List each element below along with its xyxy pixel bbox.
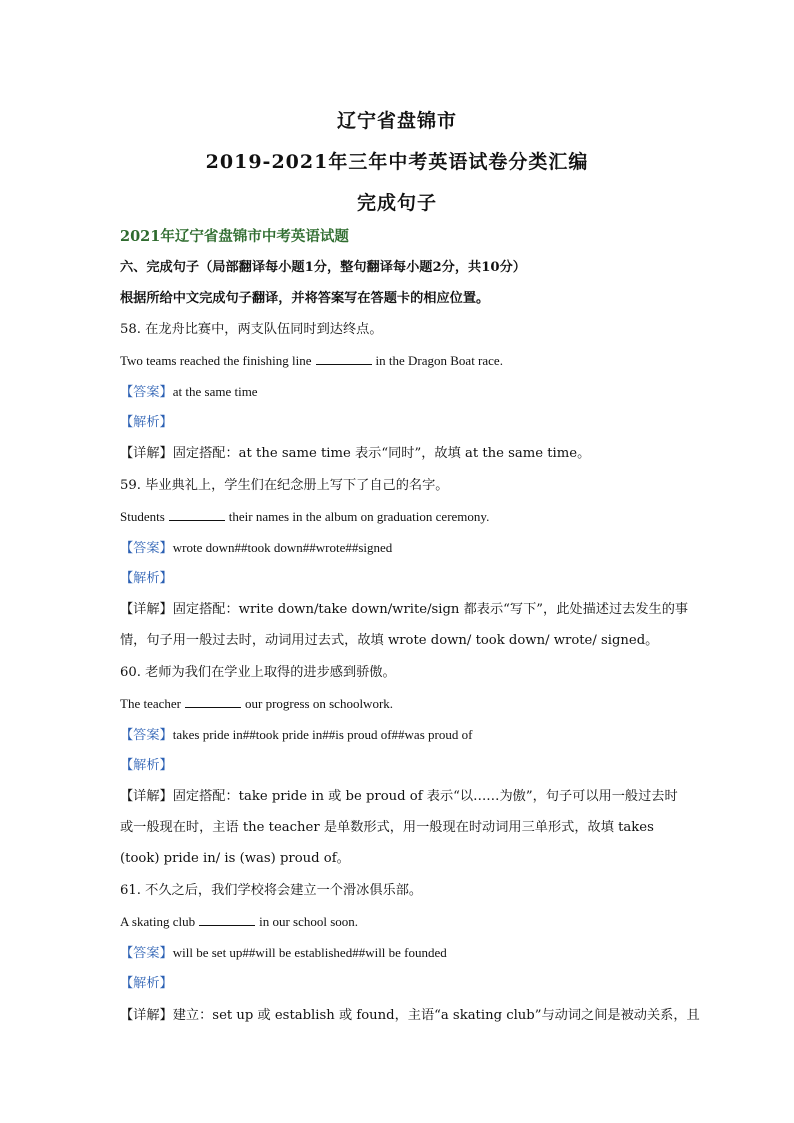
answer-label: 【答案】 [120,385,173,400]
question-61-english [120,912,684,932]
question-60-answer [120,725,684,746]
question-58-answer [120,382,684,403]
answer-text: takes pride in##took pride in##is proud of##was proud of [172,727,473,742]
answer-blank [185,695,241,708]
detail-text: 固定搭配：write down/take down/write/sign 都表示“写下”，此处描述过去发生的事 [172,602,689,617]
question-59-chinese: 59. 毕业典礼上，学生们在纪念册上写下了自己的名字。 [120,478,449,493]
question-60-english [120,694,684,714]
question-59-analysis [120,569,684,589]
sentence-start: Two teams reached the finishing line [120,353,312,368]
question-60-detail [120,787,684,807]
question-60-chinese: 60. 老师为我们在学业上取得的进步感到骄傲。 [120,665,396,680]
detail-label: 【详解】 [120,446,173,461]
question-59-english [120,507,684,527]
sentence-end: our progress on schoolwork. [244,696,394,711]
answer-label: 【答案】 [120,541,173,556]
question-60-analysis [120,756,684,776]
detail-label: 【详解】 [120,602,173,617]
instruction-text: 根据所给中文完成句子翻译，并将答案写在答题卡的相应位置。 [120,291,490,306]
answer-blank [316,352,372,365]
question-58-english [120,351,684,371]
question-61-chinese: 61. 不久之后，我们学校将会建立一个滑冰俱乐部。 [120,883,423,898]
document-title-topic: 完成句子 [356,192,437,214]
sentence-end: in the Dragon Boat race. [375,353,503,368]
question-58-chinese: 58. 在龙舟比赛中，两支队伍同时到达终点。 [120,322,383,337]
sentence-start: Students [120,509,165,524]
question-59-detail-cont: 情，句子用一般过去时，动词用过去式，故填 wrote down/ took down/ wrote/ signed。 [120,633,659,648]
question-61-analysis [120,974,684,994]
detail-label: 【详解】 [120,789,173,804]
question-61-answer [120,943,684,964]
detail-text: 建立：set up 或 establish 或 found，主语“a skating club”与动词之间是被动关系，且 [172,1008,700,1023]
part-heading: 六、完成句子（局部翻译每小题1分，整句翻译每小题2分，共10分） [120,260,526,275]
detail-text: 固定搭配：at the same time 表示“同时”，故填 at the same time。 [172,446,591,461]
analysis-label: 【解析】 [120,415,173,430]
question-59-detail [120,600,689,620]
answer-blank [169,508,225,521]
answer-label: 【答案】 [120,728,173,743]
analysis-label: 【解析】 [120,976,173,991]
document-title-years: 2019-2021年三年中考英语试卷分类汇编 [205,151,589,173]
question-60-detail-cont: 或一般现在时，主语 the teacher 是单数形式，用一般现在时动词用三单形式，故填 takes [120,820,654,835]
document-title-region: 辽宁省盘锦市 [336,110,457,132]
question-61-detail [120,1006,700,1026]
sentence-start: A skating club [120,914,196,929]
answer-text: at the same time [172,384,258,399]
question-58-analysis [120,413,684,433]
question-58-detail [120,444,684,464]
answer-label: 【答案】 [120,946,173,961]
analysis-label: 【解析】 [120,758,173,773]
question-60-detail-cont2: (took) pride in/ is (was) proud of。 [120,851,350,866]
answer-text: wrote down##took down##wrote##signed [172,540,393,555]
detail-text: 固定搭配：take pride in 或 be proud of 表示“以……为傲”，句子可以用一般过去时 [172,789,678,804]
sentence-start: The teacher [120,696,181,711]
analysis-label: 【解析】 [120,571,173,586]
detail-label: 【详解】 [120,1008,173,1023]
question-59-answer [120,538,684,559]
sentence-end: in our school soon. [259,914,359,929]
sentence-end: their names in the album on graduation ceremony. [228,509,490,524]
answer-text: will be set up##will be established##will be founded [172,945,447,960]
answer-blank [199,913,255,926]
exam-heading: 2021年辽宁省盘锦市中考英语试题 [120,228,349,245]
